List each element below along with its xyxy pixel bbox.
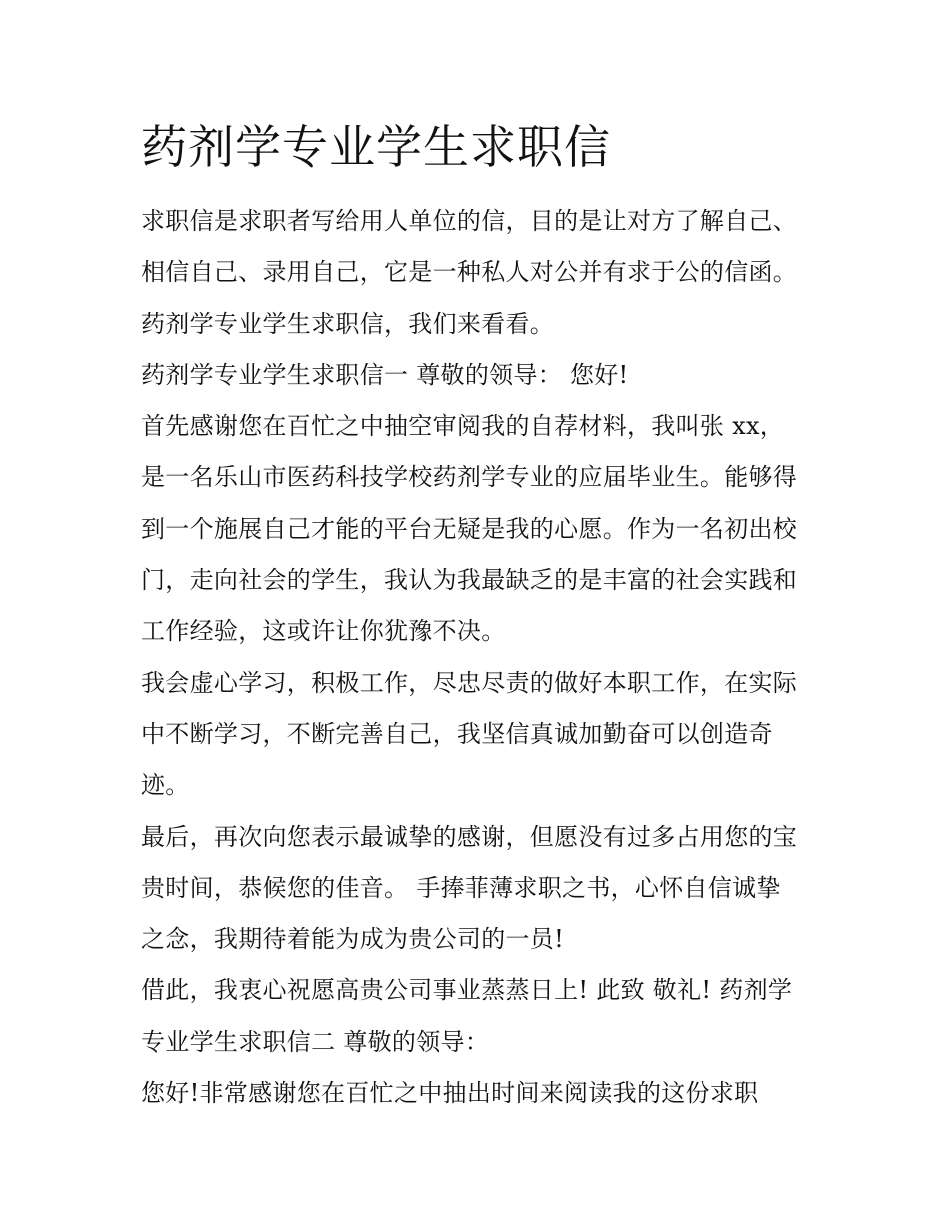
text-line: 到一个施展自己才能的平台无疑是我的心愿。作为一名初出校 — [141, 514, 798, 543]
text-line: 求职信是求职者写给用人单位的信，目的是让对方了解自己、 — [141, 207, 798, 235]
document-body — [141, 196, 841, 1119]
text-line: 迹。 — [141, 771, 190, 800]
text-line: 药剂学专业学生求职信，我们来看看。 — [141, 309, 555, 338]
text-line: 首先感谢您在百忙之中抽空审阅我的自荐材料，我叫张 xx， — [141, 412, 785, 441]
text-line: 贵时间，恭候您的佳音。 手捧菲薄求职之书，心怀自信诚挚 — [141, 873, 781, 902]
text-line: 中不断学习，不断完善自己，我坚信真诚加勤奋可以创造奇 — [141, 719, 773, 748]
text-line: 工作经验，这或许让你犹豫不决。 — [141, 617, 506, 646]
text-line: 您好!非常感谢您在百忙之中抽出时间来阅读我的这份求职 — [141, 1079, 759, 1108]
text-line: 专业学生求职信二 尊敬的领导： — [141, 1027, 490, 1056]
text-line: 最后，再次向您表示最诚挚的感谢，但愿没有过多占用您的宝 — [141, 822, 798, 851]
text-line: 借此，我衷心祝愿高贵公司事业蒸蒸日上! 此致 敬礼! 药剂学 — [141, 976, 793, 1005]
document-title: 药剂学专业学生求职信 — [141, 120, 611, 174]
text-line: 是一名乐山市医药科技学校药剂学专业的应届毕业生。能够得 — [141, 463, 798, 492]
text-line: 门，走向社会的学生，我认为我最缺乏的是丰富的社会实践和 — [141, 566, 798, 595]
text-line: 我会虚心学习，积极工作，尽忠尽责的做好本职工作，在实际 — [141, 668, 798, 697]
text-line: 之念，我期待着能为成为贵公司的一员! — [141, 925, 565, 954]
text-line: 相信自己、录用自己，它是一种私人对公并有求于公的信函。 — [141, 258, 798, 287]
text-line: 药剂学专业学生求职信一 尊敬的领导： 您好! — [141, 360, 629, 389]
